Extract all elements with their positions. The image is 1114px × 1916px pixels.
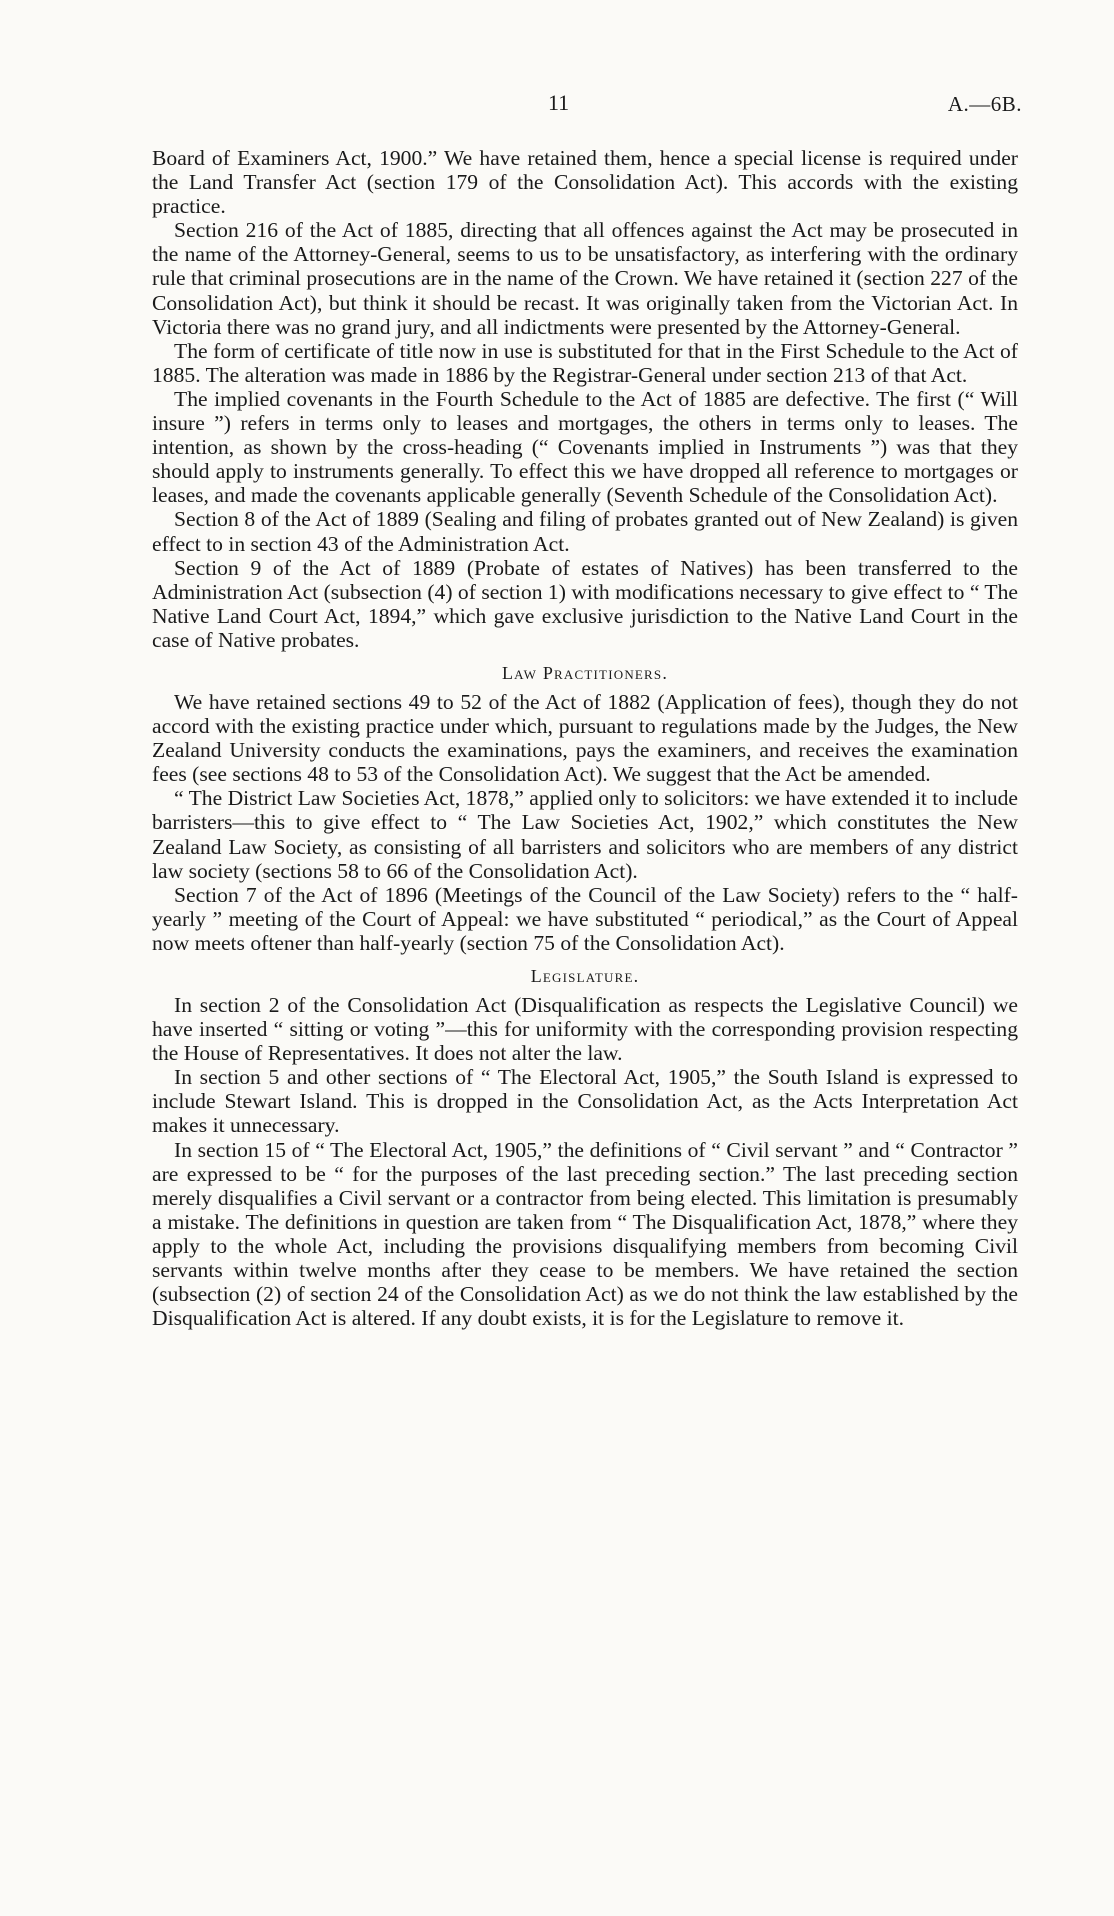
- section-heading-law-practitioners: Law Practitioners.: [501, 662, 669, 683]
- page-body: [152, 146, 1018, 1330]
- section-heading-legislature: Legislature.: [530, 966, 640, 986]
- page-number: 11: [548, 90, 570, 115]
- paragraph: Board of Examiners Act, 1900.” We have retained them, hence a special license is required under the Land Transfer Act (section 179 of the Consolidation Act). This accords with the existing practice.: [152, 146, 1018, 219]
- paragraph: In section 5 and other sections of “ The Electoral Act, 1905,” the South Island is expressed to include Stewart Island. This is dropped in the Consolidation Act, as the Acts Interpretation Act makes it unnecessary.: [152, 1065, 1018, 1138]
- paragraph: Section 8 of the Act of 1889 (Sealing and filing of probates granted out of New Zealand) is given effect to in section 43 of the Administration Act.: [152, 507, 1018, 556]
- paragraph: Section 7 of the Act of 1896 (Meetings of the Council of the Law Society) refers to the “ half-yearly ” meeting of the Court of Appeal: we have substituted “ periodical,” as the Court of Appeal now meets oftener than half-yearly (section 75 of the Consolidation Act).: [152, 882, 1018, 955]
- paragraph: The form of certificate of title now in use is substituted for that in the First Schedule to the Act of 1885. The alteration was made in 1886 by the Registrar-General under section 213 of that Act.: [152, 338, 1018, 387]
- paragraph: We have retained sections 49 to 52 of the Act of 1882 (Application of fees), though they do not accord with the existing practice under which, pursuant to regulations made by the Judges, the New Zealand University conducts the examinations, pays the examiners, and receives the examination fees (see sections 48 to 53 of the Consolidation Act). We suggest that the Act be amended.: [152, 689, 1018, 787]
- page-header: [0, 90, 1114, 126]
- document-reference: A.—6B.: [947, 92, 1022, 116]
- paragraph: In section 2 of the Consolidation Act (Disqualification as respects the Legislative Council) we have inserted “ sitting or voting ”—this for uniformity with the corresponding provision respecting the House of Representatives. It does not alter the law.: [152, 993, 1018, 1066]
- paragraph: Section 9 of the Act of 1889 (Probate of estates of Natives) has been transferred to the Administration Act (subsection (4) of section 1) with modifications necessary to give effect to “ The Native Land Court Act, 1894,” which gave exclusive jurisdiction to the Native Land Court in the case of Native probates.: [152, 555, 1018, 652]
- paragraph: Section 216 of the Act of 1885, directing that all offences against the Act may be prosecuted in the name of the Attorney-General, seems to us to be unsatisfactory, as interfering with the ordinary rule that criminal prosecutions are in the name of the Crown. We have retained it (section 227 of the Consolidation Act), but think it should be recast. It was originally taken from the Victorian Act. In Victoria there was no grand jury, and all indictments were presented by the Attorney-General.: [152, 218, 1018, 339]
- paragraph: The implied covenants in the Fourth Schedule to the Act of 1885 are defective. The first (“ Will insure ”) refers in terms only to leases and mortgages, the others in terms only to leases. The intention, as shown by the cross-heading (“ Covenants implied in Instruments ”) was that they should apply to instruments generally. To effect this we have dropped all reference to mortgages or leases, and made the covenants applicable generally (Seventh Schedule of the Consolidation Act).: [152, 386, 1018, 508]
- paragraph: “ The District Law Societies Act, 1878,” applied only to solicitors: we have extended it to include barristers—this to give effect to “ The Law Societies Act, 1902,” which constitutes the New Zealand Law Society, as consisting of all barristers and solicitors who are members of any district law society (sections 58 to 66 of the Consolidation Act).: [152, 786, 1018, 883]
- paragraph: In section 15 of “ The Electoral Act, 1905,” the definitions of “ Civil servant ” and “ Contractor ” are expressed to be “ for the purposes of the last preceding section.” The last preceding section merely disqualifies a Civil servant or a contractor from being elected. This limitation is presumably a mistake. The definitions in question are taken from “ The Disqualification Act, 1878,” where they apply to the whole Act, including the provisions disqualifying members from becoming Civil servants within twelve months after they cease to be members. We have retained the section (subsection (2) of section 24 of the Consolidation Act) as we do not think the law established by the Disqualification Act is altered. If any doubt exists, it is for the Legislature to remove it.: [152, 1137, 1018, 1331]
